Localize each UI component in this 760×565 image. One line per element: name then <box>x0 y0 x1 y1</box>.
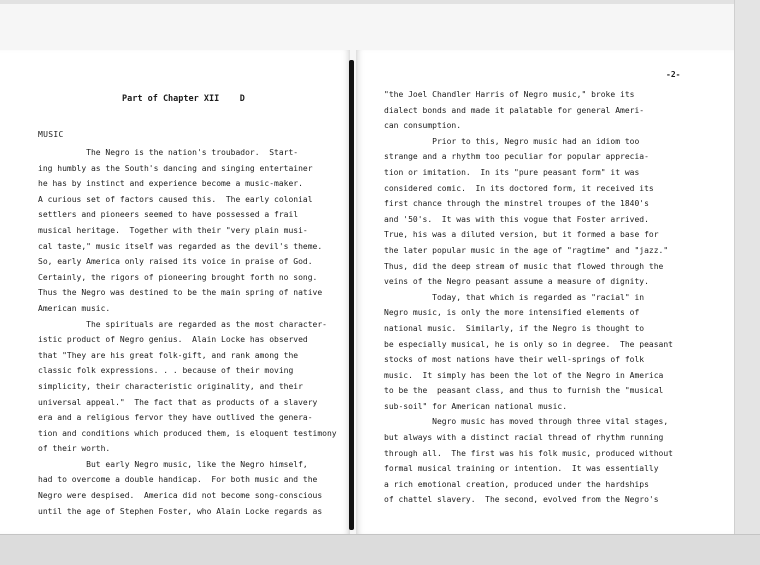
text-line: to be the peasant class, and thus to furnish the "musical <box>384 386 664 396</box>
text-line: era and a religious fervor they have outlived the genera- <box>38 413 313 423</box>
text-line: classic folk expressions. . . because of their moving <box>38 366 294 376</box>
text-line: American music. <box>38 303 111 313</box>
text-line: Thus, did the deep stream of music that flowed through the <box>384 261 664 271</box>
text-line: stocks of most nations have their well-springs of folk <box>384 355 645 365</box>
text-line: can consumption. <box>384 121 462 131</box>
text-line: Negro music has moved through three vital stages, <box>384 417 669 427</box>
text-line: the later popular music in the age of "ragtime" and "jazz." <box>384 245 669 255</box>
text-line: sub-soil" for American national music. <box>384 401 568 411</box>
text-line: national music. Similarly, if the Negro is thought to <box>384 323 645 333</box>
text-line: settlers and pioneers seemed to have possessed a frail <box>38 210 299 220</box>
text-line: Negro were despised. America did not become song-conscious <box>38 491 323 501</box>
text-line: But early Negro music, like the Negro himself, <box>38 459 308 469</box>
text-line: be especially musical, he is only so in degree. The peasant <box>384 339 673 349</box>
text-line: formal musical training or intention. It was essentially <box>384 464 659 474</box>
text-line: and '50's. It was with this vogue that Foster arrived. <box>384 214 649 224</box>
text-line: Prior to this, Negro music had an idiom too <box>384 136 640 146</box>
text-line: dialect bonds and made it palatable for general Ameri- <box>384 105 645 115</box>
binding-gutter <box>349 60 354 530</box>
text-line: Certainly, the rigors of pioneering brought forth no song. <box>38 272 318 282</box>
text-line: of chattel slavery. The second, evolved from the Negro's <box>384 495 659 505</box>
text-line: until the age of Stephen Foster, who Alain Locke regards as <box>38 506 323 516</box>
text-line: The spirituals are regarded as the most character- <box>38 319 327 329</box>
text-line: considered comic. In its doctored form, it received its <box>384 183 654 193</box>
text-line: "the Joel Chandler Harris of Negro music," broke its <box>384 90 635 99</box>
chapter-heading: Part of Chapter XII D <box>122 94 245 104</box>
left-page-text <box>38 145 337 519</box>
section-title: MUSIC <box>38 130 64 139</box>
right-page-text <box>384 87 673 508</box>
text-line: tion and conditions which produced them, is eloquent testimony <box>38 428 337 438</box>
text-line: simplicity, their characteristic originality, and their <box>38 381 303 391</box>
scan-top-edge <box>0 0 760 4</box>
text-line: had to overcome a double handicap. For both music and the <box>38 475 318 485</box>
text-line: he has by instinct and experience become a music-maker. <box>38 179 303 189</box>
text-line: a rich emotional creation, produced under the hardships <box>384 479 649 489</box>
page-number: -2- <box>666 70 681 79</box>
text-line: Thus the Negro was destined to be the main spring of native <box>38 288 323 298</box>
text-line: ing humbly as the South's dancing and singing entertainer <box>38 163 313 173</box>
text-line: cal taste," music itself was regarded as the devil's theme. <box>38 241 323 251</box>
text-line: A curious set of factors caused this. The early colonial <box>38 194 313 204</box>
text-line: of their worth. <box>38 444 111 454</box>
text-line: tion or imitation. In its "pure peasant form" it was <box>384 167 640 177</box>
text-line: musical heritage. Together with their "very plain musi- <box>38 225 308 235</box>
text-line: but always with a distinct racial thread of rhythm running <box>384 433 664 443</box>
scan-right-edge <box>734 0 760 534</box>
text-line: Today, that which is regarded as "racial" in <box>384 292 645 302</box>
text-line: istic product of Negro genius. Alain Locke has observed <box>38 335 308 345</box>
text-line: Negro music, is only the more intensified elements of <box>384 308 640 318</box>
text-line: first chance through the minstrel troupes of the 1840's <box>384 199 649 209</box>
text-line: The Negro is the nation's troubador. Start- <box>38 148 299 157</box>
text-line: that "They are his great folk-gift, and rank among the <box>38 350 299 360</box>
scan-bottom-edge <box>0 534 760 565</box>
text-line: So, early America only raised its voice in praise of God. <box>38 257 313 267</box>
text-line: through all. The first was his folk music, produced without <box>384 448 673 458</box>
text-line: music. It simply has been the lot of the Negro in America <box>384 370 664 380</box>
text-line: True, his was a diluted version, but it formed a base for <box>384 230 659 240</box>
text-line: strange and a rhythm too peculiar for popular apprecia- <box>384 152 649 162</box>
text-line: universal appeal." The fact that as products of a slavery <box>38 397 318 407</box>
text-line: veins of the Negro peasant assume a measure of dignity. <box>384 277 649 287</box>
